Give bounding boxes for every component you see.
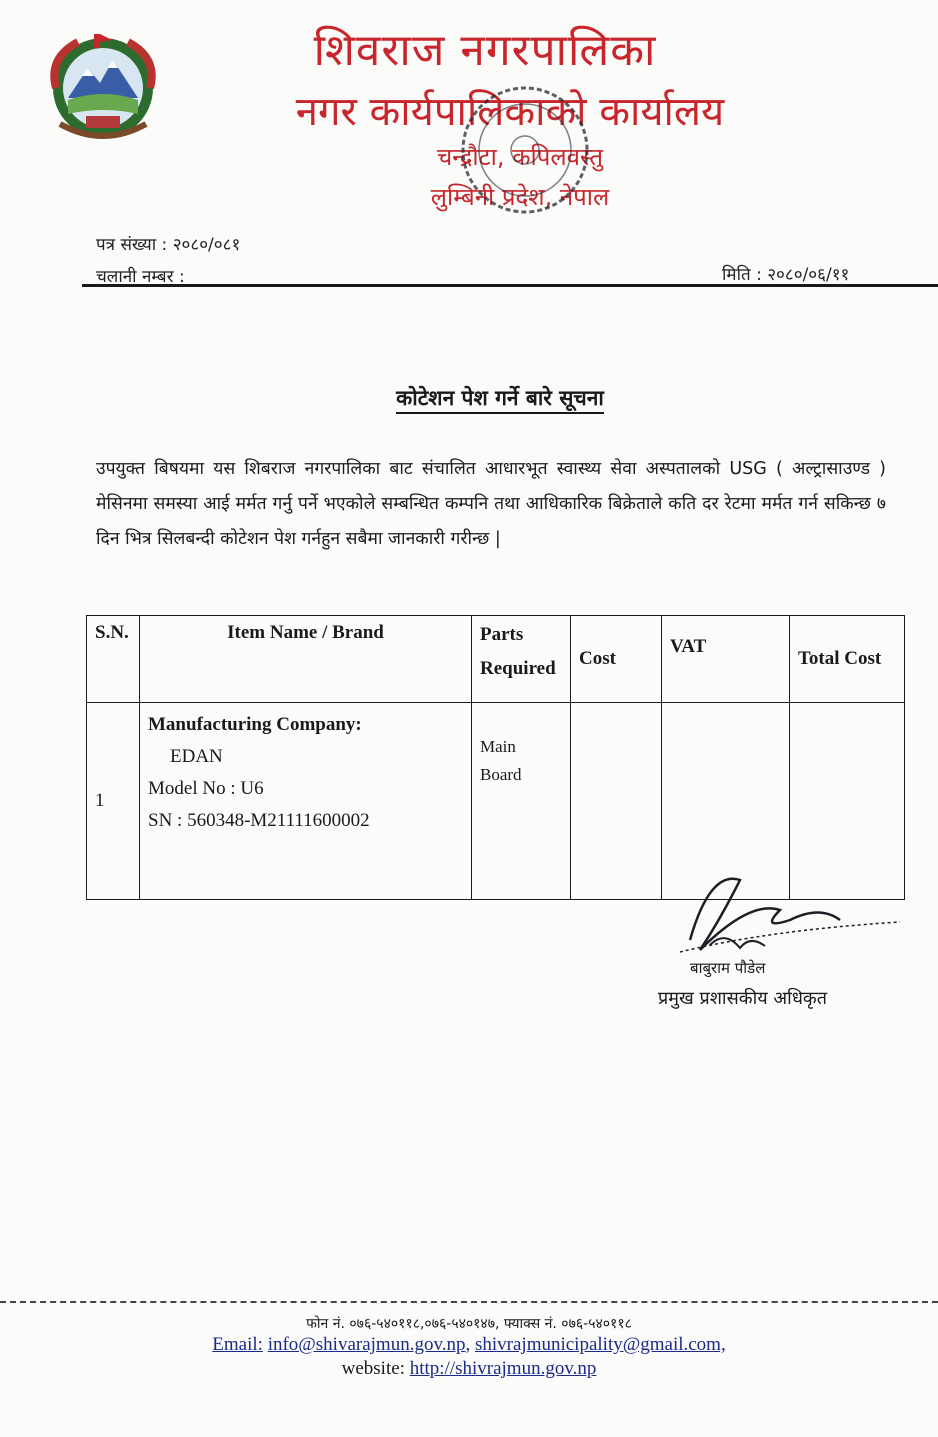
header-item: Item Name / Brand bbox=[140, 616, 472, 703]
header-parts bbox=[472, 616, 571, 703]
parts-line1: Main bbox=[480, 737, 516, 756]
website-link[interactable]: http://shivrajmun.gov.np bbox=[409, 1358, 597, 1379]
office-location: चन्द्रौटा, कपिलवस्तु bbox=[436, 143, 604, 171]
dispatch-label: चलानी नम्बर : bbox=[96, 267, 185, 287]
row-sn: 1 bbox=[87, 703, 140, 900]
row-cost bbox=[571, 703, 662, 900]
office-province: लुम्बिनी प्रदेश, नेपाल bbox=[430, 183, 610, 211]
date-value: २०८०/०६/११ bbox=[767, 265, 850, 285]
email-separator: , bbox=[465, 1334, 471, 1355]
parts-line2: Board bbox=[480, 765, 522, 784]
row-item bbox=[140, 703, 472, 900]
item-model: Model No : U6 bbox=[148, 778, 264, 799]
header-cost: Cost bbox=[571, 616, 662, 703]
footer-divider bbox=[0, 1301, 938, 1303]
email-label: Email: bbox=[212, 1334, 263, 1355]
notice-title bbox=[300, 384, 700, 412]
reference-label: पत्र संख्या : bbox=[96, 235, 168, 255]
header-sn: S.N. bbox=[87, 616, 140, 703]
row-parts bbox=[472, 703, 571, 900]
footer-email bbox=[0, 1334, 938, 1356]
item-company-label: Manufacturing Company: bbox=[148, 714, 362, 735]
email-link-info[interactable]: info@shivarajmun.gov.np bbox=[267, 1334, 466, 1355]
header-divider bbox=[82, 284, 938, 287]
notice-body: उपयुक्त बिषयमा यस शिबराज नगरपालिका बाट संचालित आधारभूत स्वास्थ्य सेवा अस्पतालको USG ( अल्ट्रासाउण्ड ) मेसिनमा समस्या आई मर्मत गर्नु पर्ने भएकोले सम्बन्धित कम्पनि तथा आधिकारिक बिक्रेताले कति दर रेटमा मर्मत गर्न सकिन्छ ७ दिन भित्र सिलबन्दी कोटेशन पेश गर्नहुन सबैमा जानकारी गरीन्छ | bbox=[96, 459, 886, 549]
office-name: नगर कार्यपालिकाको कार्यालय bbox=[295, 89, 725, 135]
reference-value: २०८०/०८१ bbox=[172, 235, 241, 255]
table-header-row bbox=[87, 616, 905, 703]
email-link-gmail[interactable]: shivrajmunicipality@gmail.com, bbox=[474, 1334, 726, 1355]
footer-phone: फोन नं. ०७६-५४०११८,०७६-५४०१४७, फ्याक्स नं. ०७६-५४०११८ bbox=[306, 1316, 632, 1332]
item-serial: SN : 560348-M21111600002 bbox=[148, 810, 370, 831]
footer-website bbox=[0, 1358, 938, 1380]
date-label: मिति : bbox=[722, 265, 762, 285]
signature-icon bbox=[650, 860, 920, 1000]
quotation-table bbox=[86, 615, 905, 900]
header-total: Total Cost bbox=[790, 616, 905, 703]
header-parts-line2: Required bbox=[480, 658, 556, 679]
reference-number bbox=[96, 232, 240, 255]
item-brand: EDAN bbox=[170, 746, 223, 767]
website-label: website: bbox=[341, 1358, 405, 1379]
signatory-designation: प्रमुख प्रशासकीय अधिकृत bbox=[658, 988, 827, 1009]
header-vat: VAT bbox=[662, 616, 790, 703]
header-parts-line1: Parts bbox=[480, 624, 524, 645]
letter-date bbox=[722, 262, 849, 285]
notice-title-text: कोटेशन पेश गर्ने बारे सूचना bbox=[396, 386, 604, 414]
municipality-name: शिवराज नगरपालिका bbox=[313, 25, 657, 76]
office-stamp-icon bbox=[440, 70, 610, 230]
nepal-emblem-icon bbox=[38, 28, 168, 150]
signatory-name: बाबुराम पौडेल bbox=[690, 959, 766, 977]
